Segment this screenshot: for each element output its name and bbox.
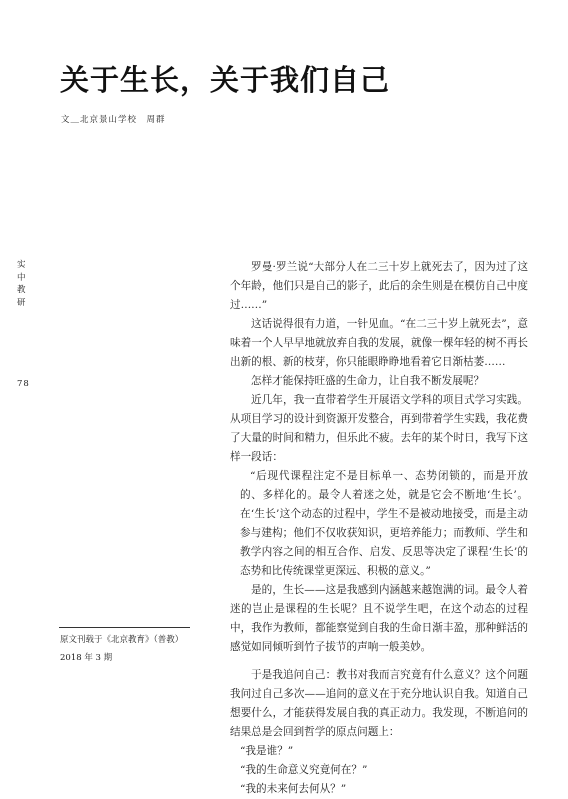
paragraph: 这话说得很有力道，一针见血。“在二三十岁上就死去”，意味着一个人早早地就放弃自我的发展，就像一棵年轻的树不再长出新的根、新的枝芽，你只能眼睁睁地看着它日渐枯萎…… <box>230 318 528 368</box>
paragraph: 近几年，我一直带着学生开展语文学科的项目式学习实践。从项目学习的设计到资源开发整合，再到带着学生实践，我花费了大量的时间和精力，但乐此不疲。去年的某个时日，我写下这样一段话： <box>230 394 528 463</box>
paragraph: 于是我追问自己：教书对我而言究竟有什么意义？这个问题我问过自己多次——追问的意义在于充分地认识自我。知道自己想要什么，才能获得发展自我的真正动力。我发现，不断追问的结果总是会回到哲学的原点问题上： <box>230 669 528 738</box>
source-note: 原文刊载于《北京教育》（普教） <box>60 635 184 645</box>
column-label: 实中教研 <box>17 260 26 308</box>
page-number: 78 <box>17 379 30 389</box>
paragraph: 怎样才能保持旺盛的生命力，让自我不断发展呢？ <box>251 375 485 387</box>
source-date: 2018 年 3 期 <box>60 653 113 663</box>
author-byline: 文＿北京景山学校 周群 <box>61 115 166 125</box>
question-line: “我的生命意义究竟何在？” <box>240 764 368 776</box>
question-line: “我是谁？” <box>240 745 294 757</box>
article-title: 关于生长，关于我们自己 <box>60 63 391 97</box>
paragraph: 是的，生长——这是我感到内涵越来越饱满的词。最令人着迷的岂止是课程的生长呢？且不说学生吧，在这个动态的过程中，我作为教师，都能察觉到自我的生命日渐丰盈，那种鲜活的感觉如同倾听到竹子拔节的声响一般美妙。 <box>230 584 528 653</box>
quoted-paragraph: “后现代课程注定不是目标单一、态势闭锁的，而是开放的、多样化的。最令人着迷之处，就是它会不断地‘生长’。在‘生长’这个动态的过程中，学生不是被动地接受，而是主动参与建构；他们不仅收获知识，更培养能力；而教师、学生和教学内容之间的相互合作、启发、反思等决定了课程‘生长’的态势和比传统课堂更深远、积极的意义。” <box>240 470 528 577</box>
footnote-divider <box>59 627 190 628</box>
article-body <box>230 258 528 799</box>
question-line: “我的未来何去何从？” <box>240 783 347 795</box>
paragraph-gap <box>230 657 528 666</box>
paragraph: 罗曼·罗兰说“大部分人在二三十岁上就死去了，因为过了这个年龄，他们只是自己的影子，此后的余生则是在模仿自己中度过……” <box>230 261 528 311</box>
